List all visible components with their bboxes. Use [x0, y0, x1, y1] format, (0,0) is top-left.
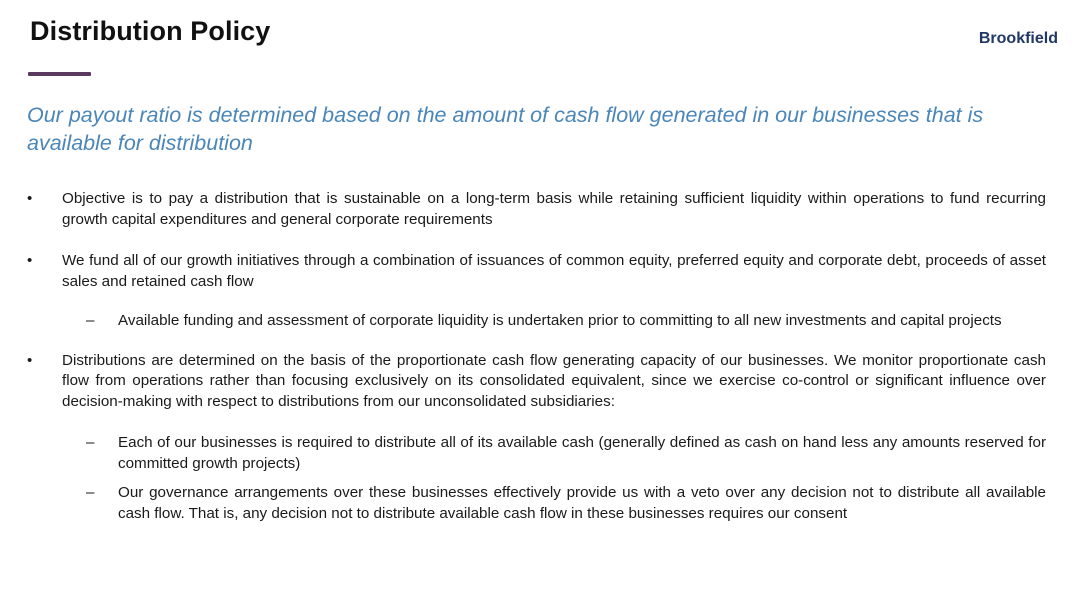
sub-bullet-text: Our governance arrangements over these businesses effectively provide us with a veto over any decision not to distribute all available cash flow. That is, any decision not to distribute available cash flow in these businesses requires our consent	[118, 484, 1046, 522]
bullet-item	[0, 351, 1046, 413]
bullet-text: Objective is to pay a distribution that is sustainable on a long-term basis while retaining sufficient liquidity within operations to fund recurring growth capital expenditures and general corporate requirements	[62, 190, 1046, 228]
sub-bullet-item	[0, 311, 1046, 332]
title-accent-line	[28, 72, 91, 76]
sub-bullet-item	[0, 433, 1046, 474]
bullet-item	[0, 189, 1046, 230]
brookfield-logo: Brookfield	[978, 30, 1058, 47]
dash-marker: –	[86, 434, 95, 451]
bullet-list	[0, 189, 1090, 524]
slide-subtitle: Our payout ratio is determined based on the amount of cash flow generated in our businesses that is available for distribution	[27, 103, 984, 155]
slide-title: Distribution Policy	[30, 16, 271, 46]
bullet-item	[0, 251, 1046, 292]
bullet-marker: •	[27, 190, 33, 207]
bullet-marker: •	[27, 252, 33, 269]
sub-bullet-text: Each of our businesses is required to distribute all of its available cash (generally defined as cash on hand less any amounts reserved for committed growth projects)	[118, 434, 1046, 472]
dash-marker: –	[86, 312, 95, 329]
bullet-text: Distributions are determined on the basis of the proportionate cash flow generating capacity of our businesses. We monitor proportionate cash flow from operations rather than focusing exclusively on its consolidated equivalent, since we exercise co-control or significant influence over decision-making with respect to distributions from our unconsolidated subsidiaries:	[62, 351, 1046, 410]
dash-marker: –	[86, 484, 95, 501]
bullet-text: We fund all of our growth initiatives through a combination of issuances of common equity, preferred equity and corporate debt, proceeds of asset sales and retained cash flow	[62, 252, 1046, 290]
bullet-marker: •	[27, 351, 33, 369]
sub-bullet-item	[0, 483, 1046, 524]
sub-bullet-text: Available funding and assessment of corporate liquidity is undertaken prior to committing to all new investments and capital projects	[118, 312, 1002, 329]
